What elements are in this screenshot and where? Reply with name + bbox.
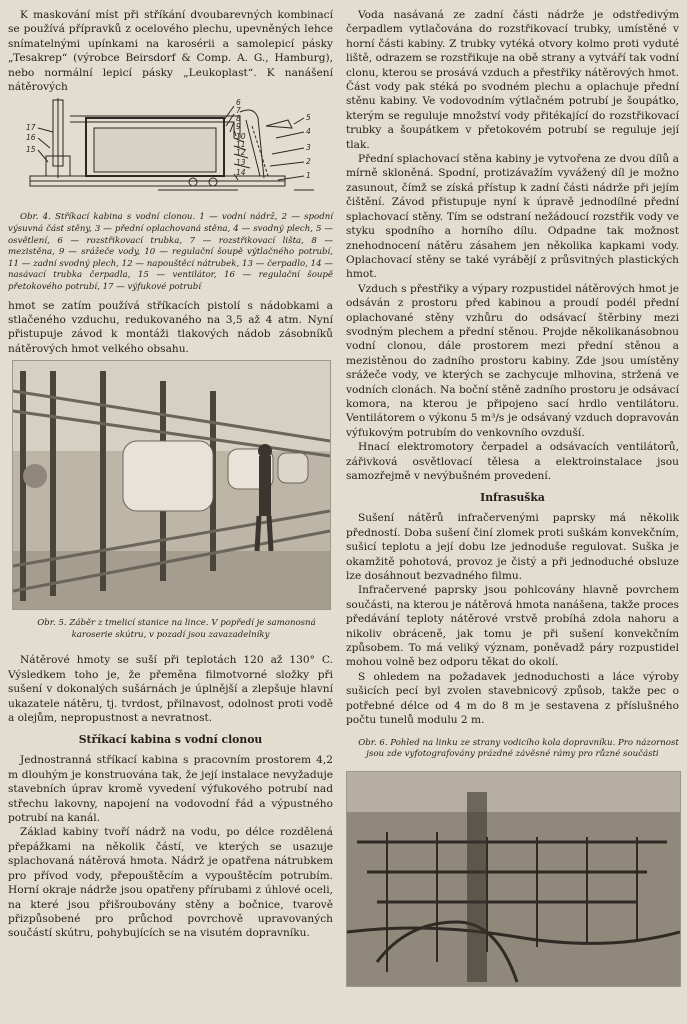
- paragraph: Základ kabiny tvoří nádrž na vodu, po délce rozdělená přepážkami na několik částí, ve kterých se usazuje splachovaná nátěrová hmota. Nádrž je opatřena nátrubkem pro přívod vody, přepouštěcím a vypouštěcím potrubím. Horní okraje nádrže jsou opatřeny přírubami z úhlové oceli, na které jsou přišroubovány stěny a bočnice, tvarově přizpůsobené pro průchod povrchově upravovaných součástí skútru, pohybujících se na visutém dopravníku.: [8, 826, 333, 940]
- paragraph: Infračervené paprsky jsou pohlcovány hlavně povrchem součásti, na kterou je nátěrová hmota nanášena, takže proces předávání teploty nátěrové vrstvě probíhá zdola nahoru a nikoliv obráceně, jak tomu je při sušení konvekčním způsobem. To má veliký význam, poněvadž páry rozpustidel mohou volně bez odporu těkat do okolí.: [346, 584, 679, 669]
- diagram-label: 5: [306, 113, 311, 123]
- diagram-label: 3: [306, 143, 311, 153]
- diagram-label: 13: [236, 158, 246, 168]
- paragraph: Nátěrové hmoty se suší při teplotách 120 až 130° C. Výsledkem toho je, že přeměna filmotvorné složky při sušení v dokonalých sušárnách je úplnější a zlepšuje hlavní ukazatele nátěru, tj. tvrdost, přilnavost, odolnost proti vodě a olejům, nepropustnost a nevratnost.: [8, 654, 333, 725]
- diagram-label: 17: [26, 123, 36, 133]
- figure-5-caption: Obr. 5. Záběr z tmelicí stanice na lince. V popředí je samonosná karoserie skútru, v pozadí jsou zavazadelníky: [37, 618, 316, 640]
- diagram-label: 7: [236, 106, 241, 116]
- paragraph: Jednostranná stříkací kabina s pracovním prostorem 4,2 m dlouhým je konstruována tak, že její instalace nevyžaduje stavebních úprav kromě vyvedení výfukového potrubí nad střechu lakovny, napojení na vodovodní řád a výpustného potrubí na kanál.: [8, 754, 333, 825]
- figure-4-caption: Obr. 4. Stříkací kabina s vodní clonou. 1 — vodní nádrž, 2 — spodní výsuvná část stěny, 3 — přední oplachovaná stěna, 4 — svodný plech, 5 — osvětlení, 6 — rozstřikovací trubka, 7 — rozstřikovací lišta, 8 — mezistěna, 9 — srážeče vody, 10 — regulační šoupě výtlačného potrubí, 11 — zadní svodný plech, 12 — napouštěcí nátrubek, 13 — čerpadlo, 14 — nasávací trubka čerpadla, 15 — ventilátor, 16 — regulační šoupě přetokového potrubí, 17 — výfukové potrubí: [8, 212, 333, 292]
- diagram-label: 9: [236, 122, 241, 132]
- diagram-label: 16: [26, 133, 36, 143]
- assembly-line-photo: [13, 361, 330, 609]
- paragraph: Vzduch s přestřiky a výpary rozpustidel nátěrových hmot je odsáván z prostoru před kabinou a proudí podél přední oplachované stěny vzhůru do odsávací štěrbiny mezi svodným plechem a přední stěnou. Projde několikanásobnou vodní clonou, dále prostorem mezi přední stěnou a mezistěnou do zadního prostoru kabiny. Zde jsou umístěny srážeče vody, ve kterých se zachycuje mlhovina, stržená ve vodních clonách. Na boční stěně zadního prostoru je odsávací komora, na kterou je připojeno sací hrdlo ventilátoru. Ventilátorem o výkonu 5 m³/s je odsávaný vzduch dopravován výfukovým potrubím do venkovního ovzduší.: [346, 282, 679, 439]
- section-heading: Infrasuška: [480, 491, 545, 505]
- conveyor-line-photo: [347, 772, 680, 986]
- paragraph: K maskování míst při stříkání dvoubarevných kombinací se používá přípravků z ocelového plechu, upevněných lehce snímatelnými upínkami na karosérii a samolepicí pásky „Tesakrep“ (výrobce Beirsdorf & Comp. A. G., Hamburg), nebo normální lepicí pásky „Leukoplast“. K nanášení nátěrových: [8, 9, 333, 94]
- paragraph: Přední splachovací stěna kabiny je vytvořena ze dvou dílů a mírně skloněná. Spodní, protizávažím vyvážený díl je možno zasunout, čímž se získá přístup k zadní části nádrže při jejím čištění. Závod přistupuje nyní k úpravě jednodílné přední splachovací stěny. Tím se odstraní nežádoucí rozstřik vody ve styku spodního a horního dílu. Odpadne tak možnost znehodnocení nátěru zásahem jen několika kapkami vody. Oplachovací stěny se také vyrábějí z průsvitných plastických hmot.: [346, 153, 679, 281]
- paragraph: Voda nasávaná ze zadní části nádrže je odstředivým čerpadlem vytlačována do rozstřikovací trubky, umístěné v horní části kabiny. Z trubky vytéká otvory kolmo proti vyduté liště, odrazem se rozstřikuje na obě strany a vytváří tak vodní clonu, kterou se prosává vzduch a přestřiky nátěrových hmot. Část vody pak stéká po svodném plechu a oplachuje přední stěnu kabiny. Ve vodovodním výtlačném potrubí je šoupátko, kterým se reguluje množství vody přitékající do rozstřikovací trubky a šoupátkem v přetokovém potrubí se reguluje její tlak.: [346, 9, 679, 151]
- figure-4-diagram: [8, 98, 333, 210]
- diagram-label: 1: [306, 171, 311, 181]
- diagram-label: 4: [306, 127, 311, 137]
- spray-booth-diagram: [8, 98, 333, 210]
- paragraph: hmot se zatím používá stříkacích pistolí s nádobkami a stlačeného vzduchu, redukovaného na 3,5 až 4 atm. Nyní přistupuje závod k montáži tlakových nádob zásobníků nátěrových hmot velkého obsahu.: [8, 299, 333, 355]
- figure-6-caption: Obr. 6. Pohled na linku ze strany vodicího kola dopravníku. Pro názornost jsou zde vyfotografovány prázdné závěsné rámy pro různé součásti: [358, 737, 679, 760]
- paragraph: Hnací elektromotory čerpadel a odsávacích ventilátorů, zářivková osvětlovací tělesa a elektroinstalace jsou samozřejmě v nevýbušném provedení.: [346, 441, 679, 482]
- diagram-label: 14: [236, 168, 246, 178]
- diagram-label: 6: [236, 98, 241, 108]
- paragraph: S ohledem na požadavek jednoduchosti a láce výroby sušicích pecí byl zvolen stavebnicový způsob, takže pec o potřebné délce od 4 m do 8 m je sestavena z příslušného počtu tunelů modulu 2 m.: [346, 670, 679, 727]
- diagram-label: 10: [236, 132, 246, 142]
- diagram-label: 8: [236, 114, 241, 124]
- diagram-label: 2: [306, 157, 311, 167]
- diagram-label: 15: [26, 145, 36, 155]
- figure-6-photo: [346, 771, 681, 987]
- left-column: [8, 8, 333, 941]
- right-column: [346, 8, 679, 987]
- figure-5-photo: [12, 360, 331, 610]
- diagram-label: 11: [236, 140, 246, 150]
- diagram-label: 12: [236, 148, 246, 158]
- section-heading: Stříkací kabina s vodní clonou: [78, 733, 263, 747]
- paragraph: Sušení nátěrů infračervenými paprsky má několik předností. Doba sušení činí zlomek proti suškám konvekčním, sušicí teplotu a její dobu lze jednoduše regulovat. Suška je okamžitě pohotová, provoz je čistý a při jednoduché obsluze lze dosáhnout bezvadného filmu.: [346, 512, 679, 583]
